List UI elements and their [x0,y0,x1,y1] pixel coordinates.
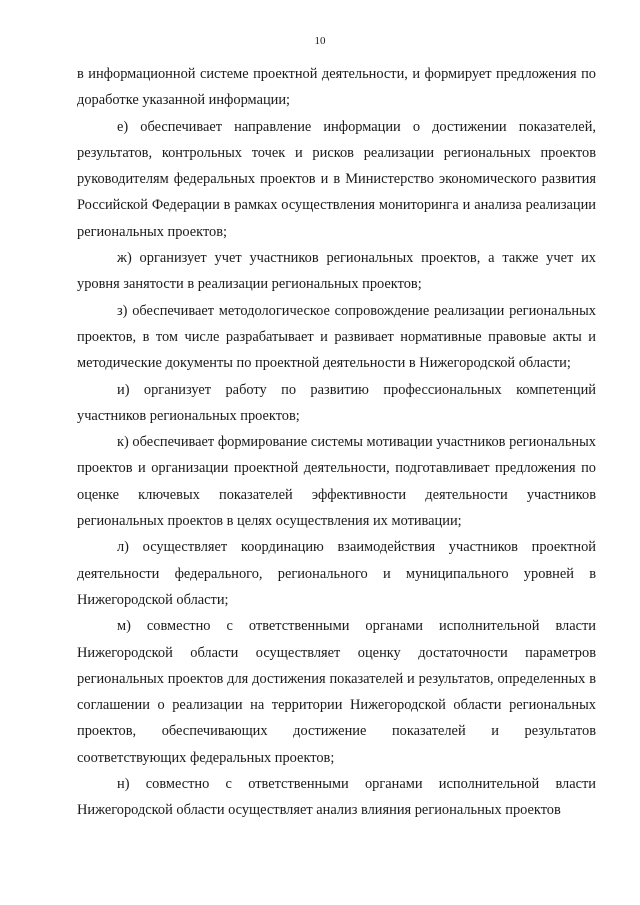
paragraph-item-z: з) обеспечивает методологическое сопровождение реализации региональных проектов, в том числе разрабатывает и развивает нормативные правовые акты и методические документы по проектной деятельности в Нижегородской области; [77,302,596,372]
paragraph-continuation: в информационной системе проектной деятельности, и формирует предложения по доработке указанной информации; [77,66,596,109]
paragraph-item-k: к) обеспечивает формирование системы мотивации участников региональных проектов и организации проектной деятельности, подготавливает предложения по оценке ключевых показателей эффективности деятельности участников региональных проектов в целях осуществления их мотивации; [77,434,596,530]
paragraph-item-e: е) обеспечивает направление информации о достижении показателей, результатов, контрольных точек и рисков реализации региональных проектов руководителям федеральных проектов и в Министерство экономического развития Российской Федерации в рамках осуществления мониторинга и анализа реализации региональных проектов; [77,118,596,240]
paragraph-item-l: л) осуществляет координацию взаимодействия участников проектной деятельности федерального, регионального и муниципального уровней в Нижегородской области; [77,539,596,608]
paragraph-item-zh: ж) организует учет участников региональных проектов, а также учет их уровня занятости в реализации региональных проектов; [77,250,596,293]
paragraph-item-n: н) совместно с ответственными органами исполнительной власти Нижегородской области осуществляет анализ влияния региональных проектов [77,776,596,819]
paragraph-item-i: и) организует работу по развитию профессиональных компетенций участников региональных проектов; [77,381,596,424]
page-number: 10 [314,35,326,47]
paragraph-item-m: м) совместно с ответственными органами исполнительной власти Нижегородской области осуществляет оценку достаточности параметров региональных проектов для достижения показателей и результатов, определенных в соглашении о реализации на территории Нижегородской области региональных проектов, обеспечивающих достижение показателей и результатов соответствующих федеральных проектов; [77,618,596,766]
document-body [77,61,596,824]
